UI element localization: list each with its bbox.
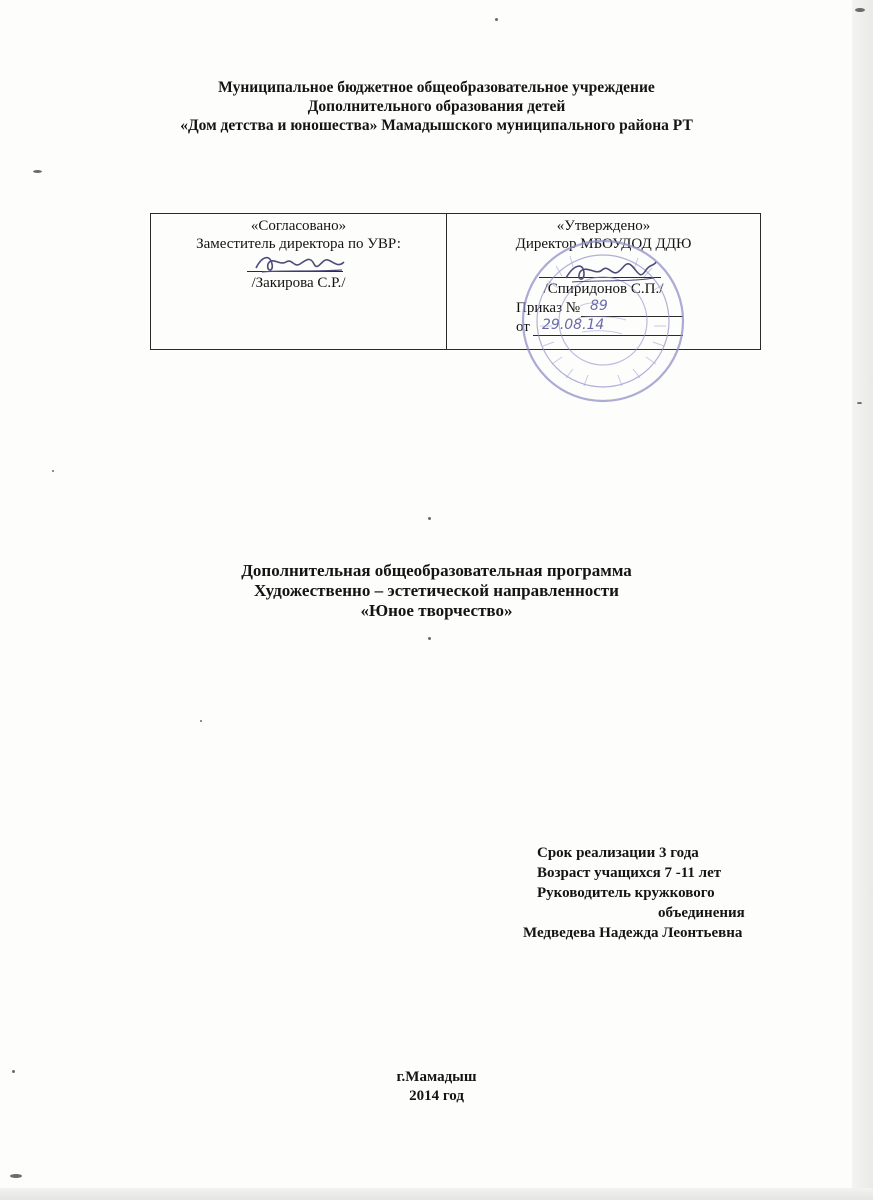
approved-heading: «Утверждено» [556,218,651,234]
scan-speck [200,720,202,722]
date-label: от [516,319,530,335]
scan-speck [855,8,865,12]
footer-city: г.Мамадыш [396,1069,477,1085]
program-title-line-2: Художественно – эстетической направленности [254,581,619,600]
agreed-heading: «Согласовано» [250,218,347,234]
scan-speck [428,517,431,520]
scan-speck [10,1174,22,1178]
scan-speck [857,402,862,404]
scan-speck [52,470,54,472]
approved-name: /Спиридонов С.П./ [543,281,664,297]
student-age: Возраст учащихся 7 -11 лет [537,865,722,881]
leader-name: Медведева Надежда Леонтьевна [523,925,743,941]
footer-year: 2014 год [409,1088,464,1104]
institution-header [0,78,873,135]
scan-speck [428,637,431,640]
order-number-handwritten: 89 [590,298,608,314]
leader-label-line-1: Руководитель кружкового [537,885,715,901]
agreed-name: /Закирова С.Р./ [251,275,346,291]
approved-role: Директор МБОУДОД ДДЮ [515,236,692,252]
header-line-1: Муниципальное бюджетное общеобразовательное учреждение [218,79,655,96]
header-line-3: «Дом детства и юношества» Мамадышского муниципального района РТ [180,117,693,134]
program-term: Срок реализации 3 года [537,845,699,861]
order-date-handwritten: 29.08.14 [542,317,605,333]
scan-speck [33,170,42,173]
director-signature [560,256,660,290]
program-title [0,561,873,621]
agreed-role: Заместитель директора по УВР: [196,236,401,252]
leader-label-line-2: объединения [658,905,745,921]
page-bottom-shadow [0,1188,873,1200]
order-label: Приказ № [516,300,581,316]
document-footer [0,1068,873,1106]
deputy-signature [252,250,348,278]
scan-speck [495,18,498,21]
scan-speck [12,1070,15,1073]
program-title-line-1: Дополнительная общеобразовательная программа [241,561,632,580]
program-title-line-3: «Юное творчество» [360,601,513,620]
header-line-2: Дополнительного образования детей [307,98,566,115]
